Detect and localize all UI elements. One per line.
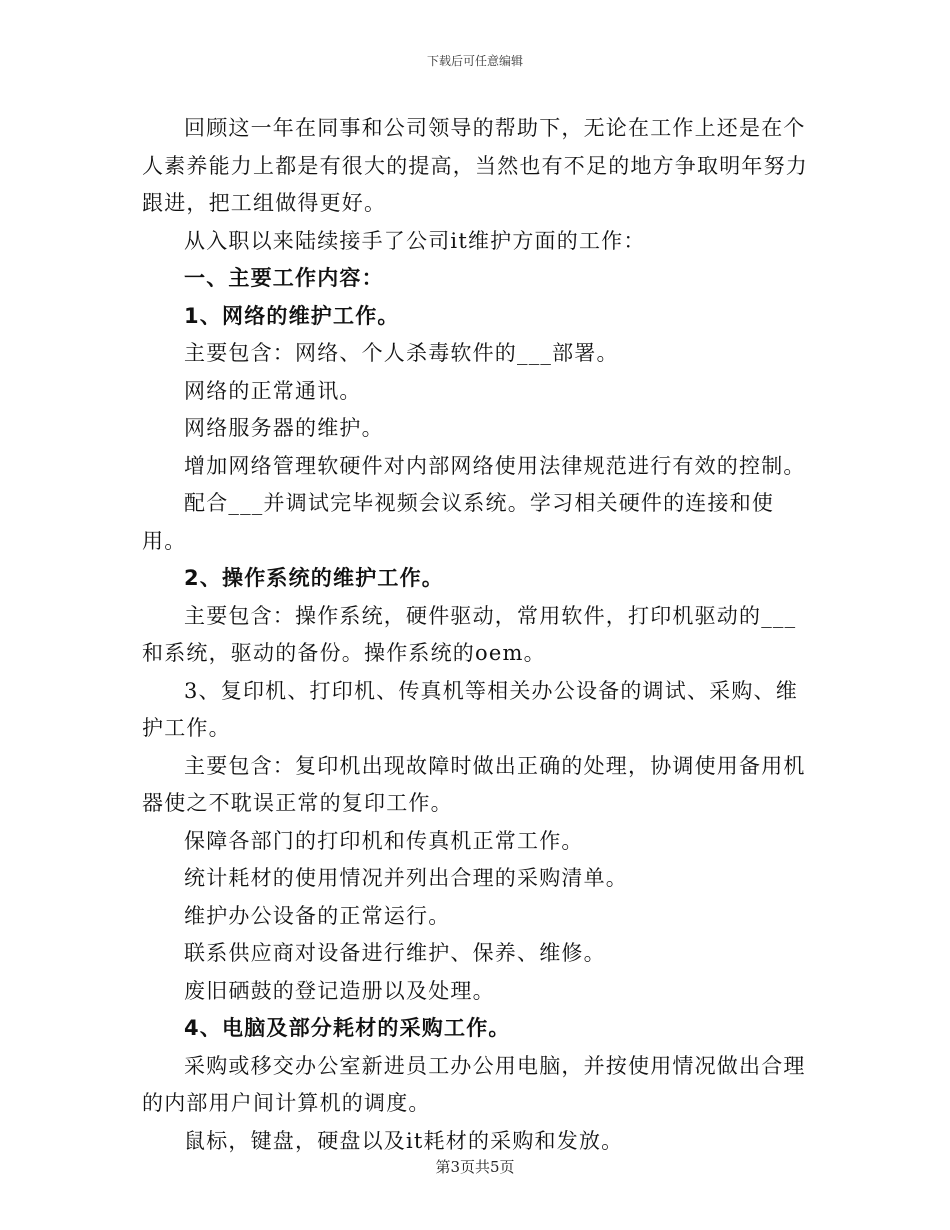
paragraph: 3、复印机、打印机、传真机等相关办公设备的调试、采购、维护工作。 <box>142 678 798 740</box>
section-heading: 一、主要工作内容： <box>184 266 384 290</box>
paragraph: 采购或移交办公室新进员工办公用电脑，并按使用情况做出合理的内部用户间计算机的调度。 <box>142 1053 806 1115</box>
paragraph: 主要包含：操作系统，硬件驱动，常用软件，打印机驱动的___和系统，驱动的备份。操作系统的oem。 <box>142 603 797 665</box>
paragraph: 增加网络管理软硬件对内部网络使用法律规范进行有效的控制。 <box>184 453 806 478</box>
paragraph: 回顾这一年在同事和公司领导的帮助下，无论在工作上还是在个人素养能力上都是有很大的提高，当然也有不足的地方争取明年努力跟进，把工组做得更好。 <box>142 116 808 215</box>
subsection-heading: 1、网络的维护工作。 <box>184 303 400 328</box>
document-body <box>142 110 808 1160</box>
subsection-heading: 4、电脑及部分耗材的采购工作。 <box>184 1016 511 1040</box>
paragraph: 鼠标，键盘，硬盘以及it耗材的采购和发放。 <box>184 1128 624 1153</box>
paragraph: 从入职以来陆续接手了公司it维护方面的工作： <box>184 228 646 253</box>
paragraph: 主要包含：复印机出现故障时做出正确的处理，协调使用备用机器使之不耽误正常的复印工作。 <box>142 753 806 815</box>
paragraph: 废旧硒鼓的登记造册以及处理。 <box>184 978 495 1003</box>
paragraph: 主要包含：网络、个人杀毒软件的___部署。 <box>184 341 619 365</box>
paragraph: 网络服务器的维护。 <box>184 416 384 440</box>
paragraph: 网络的正常通讯。 <box>184 378 362 403</box>
paragraph: 配合___并调试完毕视频会议系统。学习相关硬件的连接和使用。 <box>142 491 775 553</box>
page-header-note: 下载后可任意编辑 <box>426 54 523 68</box>
paragraph: 维护办公设备的正常运行。 <box>184 903 451 928</box>
page-footer-number: 第3页共5页 <box>435 1158 515 1176</box>
subsection-heading: 2、操作系统的维护工作。 <box>184 566 445 590</box>
paragraph: 保障各部门的打印机和传真机正常工作。 <box>184 828 584 853</box>
paragraph: 联系供应商对设备进行维护、保养、维修。 <box>184 941 606 965</box>
paragraph: 统计耗材的使用情况并列出合理的采购清单。 <box>184 866 628 890</box>
